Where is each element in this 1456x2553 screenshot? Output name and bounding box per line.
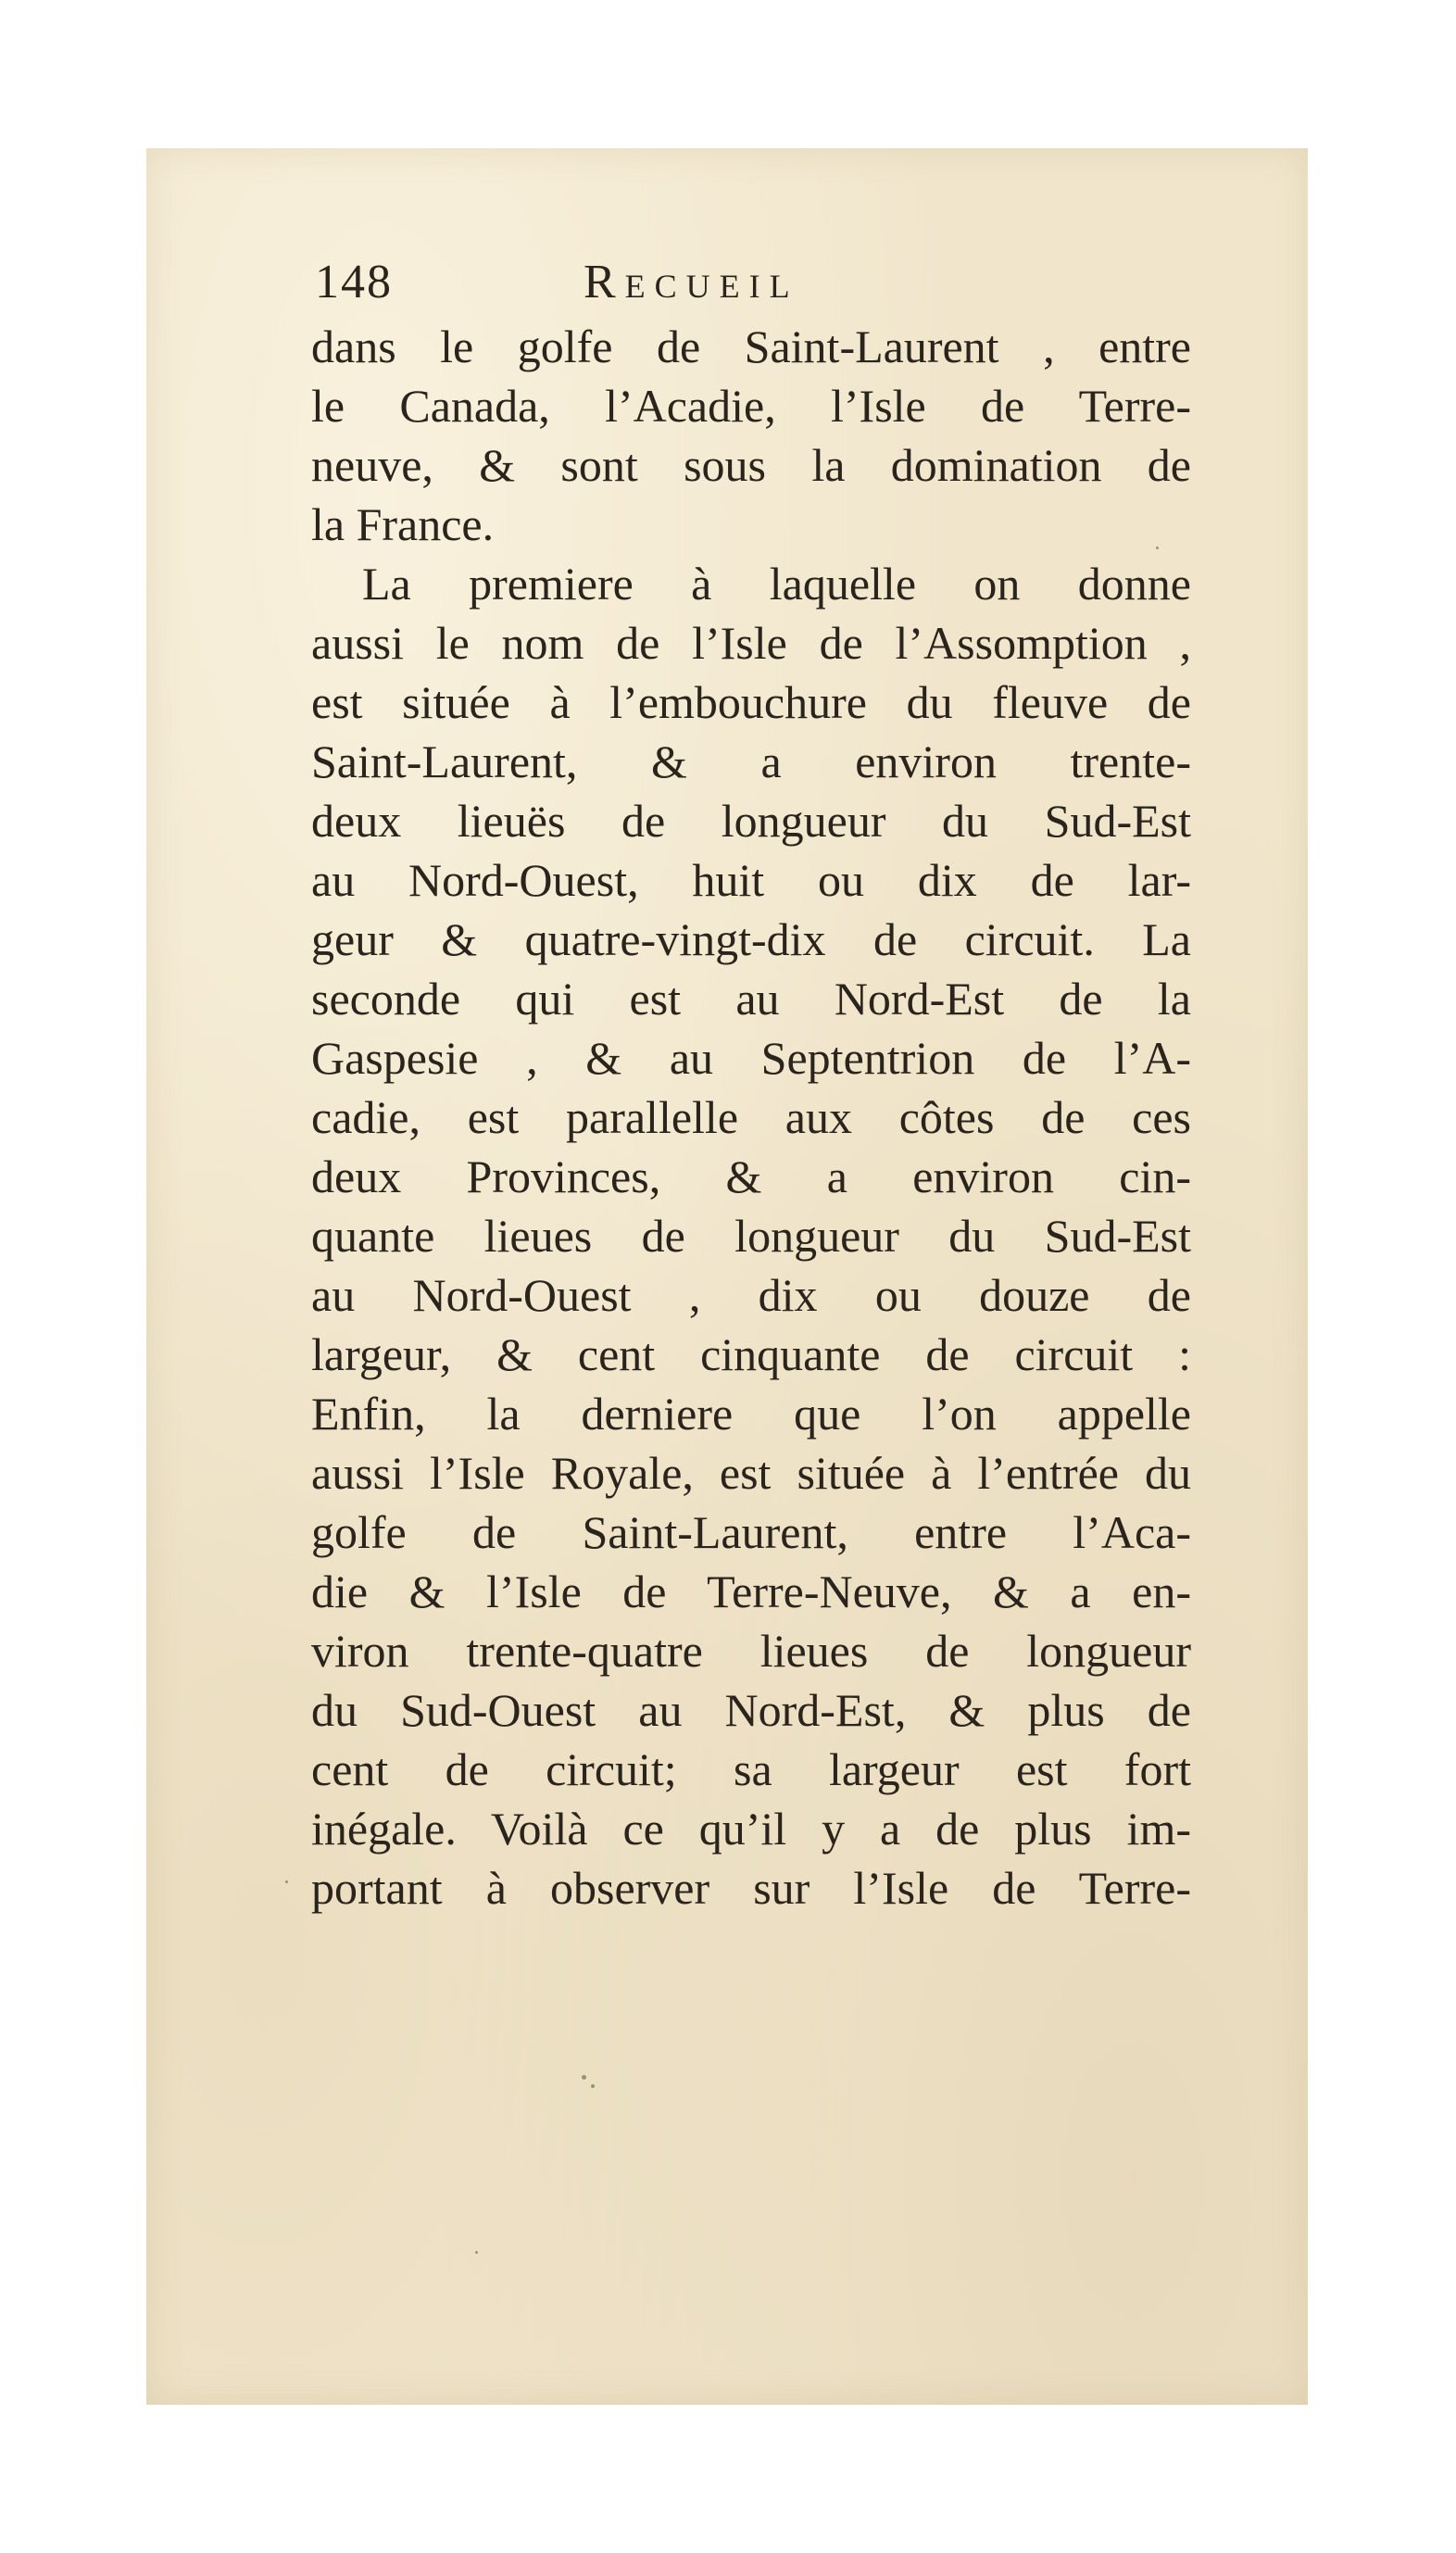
text-line: la France.	[311, 498, 495, 550]
text-line: inégale. Voilà ce qu’il y a de plus im-	[311, 1803, 1191, 1855]
text-line: deux lieuës de longueur du Sud-Est	[311, 795, 1191, 847]
text-line: portant à observer sur l’Isle de Terre-	[311, 1862, 1191, 1914]
text-line: golfe de Saint-Laurent, entre l’Aca-	[311, 1506, 1191, 1558]
text-line: largeur, & cent cinquante de circuit :	[311, 1328, 1191, 1380]
text-line: du Sud-Ouest au Nord-Est, & plus de	[311, 1684, 1191, 1736]
page-number: 148	[315, 256, 393, 308]
text-line: Gaspesie , & au Septentrion de l’A-	[311, 1032, 1191, 1084]
text-line: aussi l’Isle Royale, est située à l’entrée du	[311, 1447, 1191, 1499]
paper-speck	[1156, 547, 1159, 549]
page-header	[315, 255, 1148, 320]
text-line: au Nord-Ouest , dix ou douze de	[311, 1269, 1191, 1321]
book-page	[146, 148, 1308, 2405]
text-line: neuve, & sont sous la domination de	[311, 439, 1191, 491]
text-line: au Nord-Ouest, huit ou dix de lar-	[311, 854, 1191, 906]
text-line: le Canada, l’Acadie, l’Isle de Terre-	[311, 380, 1191, 432]
text-line: quante lieues de longueur du Sud-Est	[311, 1210, 1191, 1262]
text-line: deux Provinces, & a environ cin-	[311, 1151, 1191, 1202]
body-text	[311, 317, 1191, 1918]
text-line: cent de circuit; sa largeur est fort	[311, 1743, 1191, 1795]
text-line: viron trente-quatre lieues de longueur	[311, 1625, 1191, 1677]
text-line: geur & quatre-vingt-dix de circuit. La	[311, 913, 1191, 965]
text-line: aussi le nom de l’Isle de l’Assomption ,	[311, 617, 1191, 669]
text-line: seconde qui est au Nord-Est de la	[311, 973, 1191, 1025]
paper-speck	[591, 2084, 595, 2088]
paper-speck	[582, 2075, 586, 2080]
text-line: die & l’Isle de Terre-Neuve, & a en-	[311, 1566, 1191, 1617]
text-line: est située à l’embouchure du fleuve de	[311, 676, 1191, 728]
text-line: La premiere à laquelle on donne	[362, 558, 1191, 610]
running-title: Recueil	[584, 256, 799, 308]
paper-speck	[475, 2251, 478, 2254]
paper-speck	[285, 1880, 288, 1883]
text-line: cadie, est parallelle aux côtes de ces	[311, 1091, 1191, 1143]
text-line: Enfin, la derniere que l’on appelle	[311, 1388, 1191, 1440]
text-line: Saint-Laurent, & a environ trente-	[311, 736, 1191, 787]
text-line: dans le golfe de Saint-Laurent , entre	[311, 321, 1191, 372]
